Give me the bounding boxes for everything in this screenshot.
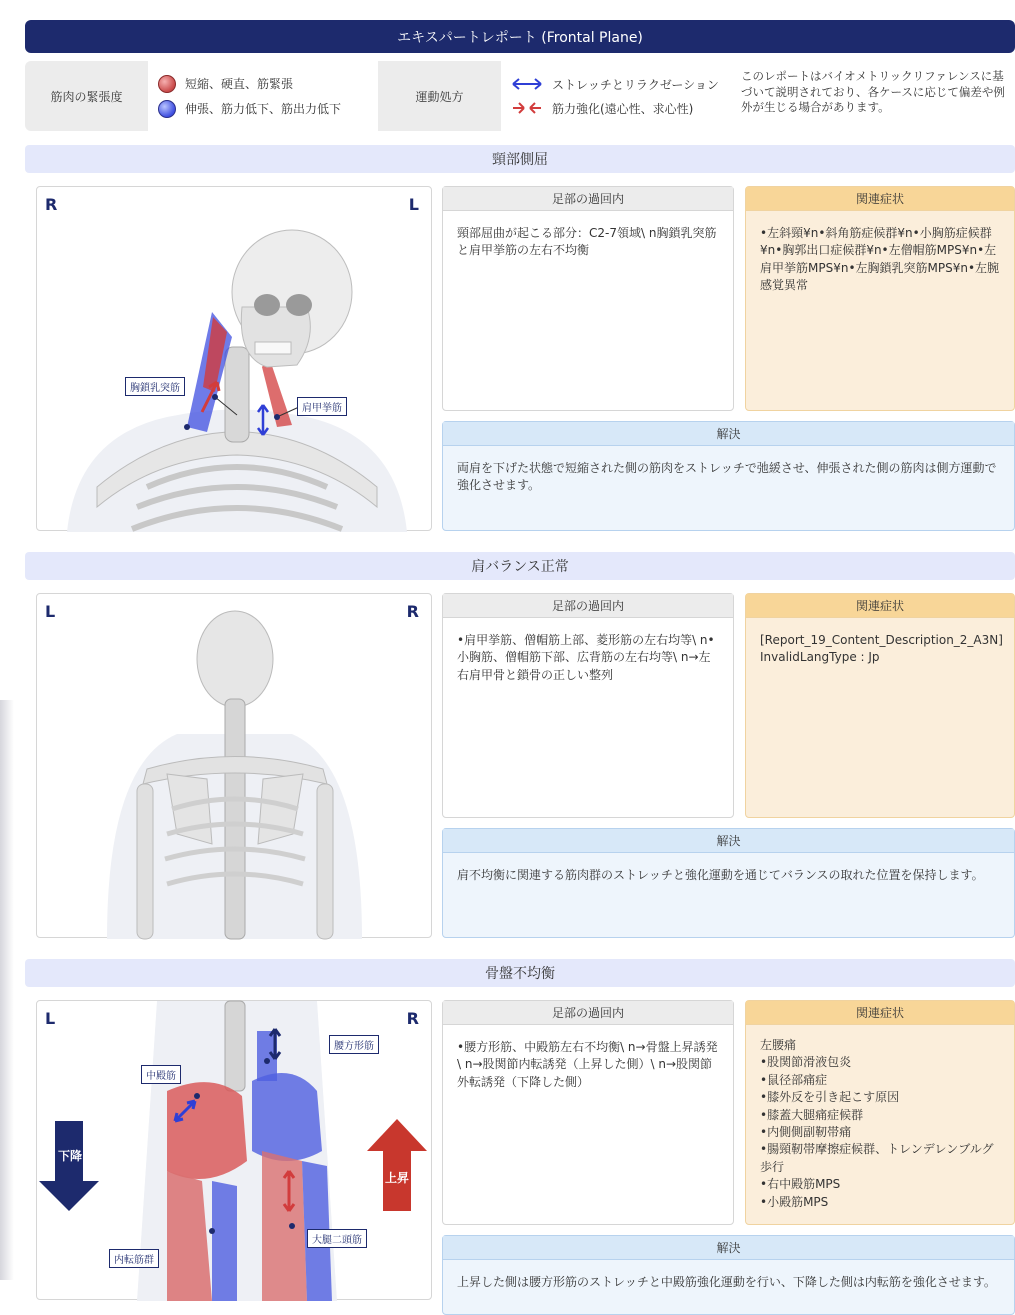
cause-card — [442, 1000, 734, 1225]
scm-label: 胸鎖乳突筋 — [125, 377, 185, 396]
corner-left-label: L — [45, 602, 56, 621]
solution-card-header: 解決 — [443, 422, 1014, 446]
cause-card-body: 頸部屈曲が起こる部分：C2-7領域\ n胸鎖乳突筋と肩甲挙筋の左右不均衡 — [457, 226, 717, 258]
strength-legend-text: 筋力強化(遠心性、求心性) — [552, 101, 694, 116]
gluteus-medius-label: 中殿筋 — [141, 1065, 181, 1084]
stretch-arrow-icon — [511, 77, 543, 91]
solution-card-body: 上昇した側は腰方形筋のストレッチと中殿筋強化運動を行い、下降した側は内転筋を強化させます。 — [457, 1275, 996, 1289]
section-title: 骨盤不均衡 — [485, 966, 555, 982]
exercise-legend — [501, 61, 731, 131]
solution-card-body: 両肩を下げた状態で短縮された側の筋肉をストレッチで弛緩させ、伸張された側の筋肉は側方運動で強化させます。 — [457, 461, 997, 493]
report-title: エキスパートレポート (Frontal Plane) — [397, 29, 643, 46]
symptoms-card-body: 左腰痛 •股関節滑液包炎 •鼠径部痛症 •膝外反を引き起こす原因 •膝蓋大腿痛症候群 •内側側副靭帯痛 •腸頸靭帯摩擦症候群、トレンデレンブルグ歩行 •右中殿筋MPS •小殿筋MPS — [760, 1038, 994, 1209]
solution-card — [442, 1235, 1015, 1315]
section-neck-header — [25, 145, 1015, 173]
cause-card — [442, 186, 734, 411]
neck-skeleton-image — [36, 186, 432, 531]
solution-card — [442, 421, 1015, 531]
section-shoulder-header — [25, 552, 1015, 580]
tension-label: 筋肉の緊張度 — [50, 89, 123, 104]
section-pelvis-header — [25, 959, 1015, 987]
corner-left-label: L — [45, 1009, 56, 1028]
symptoms-card — [745, 186, 1015, 411]
solution-card-header: 解決 — [443, 1236, 1014, 1260]
corner-left-label: R — [45, 195, 58, 214]
report-title-bar — [25, 20, 1015, 53]
legend-bar — [25, 61, 1015, 131]
pelvis-skeleton-image — [36, 1000, 432, 1300]
cause-card-header: 足部の過回内 — [443, 1001, 733, 1025]
solution-card-header: 解決 — [443, 829, 1014, 853]
biceps-femoris-label: 大腿二頭筋 — [307, 1229, 367, 1248]
section-title: 頸部側屈 — [492, 152, 548, 168]
left-shade — [0, 700, 14, 1280]
symptoms-card-body: [Report_19_Content_Description_2_A3N] InvalidLangType : Jp — [760, 633, 1003, 665]
symptoms-card-header: 関連症状 — [746, 187, 1014, 211]
red-muscle-icon — [158, 75, 176, 93]
symptoms-card-header: 関連症状 — [746, 1001, 1014, 1025]
red-legend-text: 短縮、硬直、筋緊張 — [185, 77, 294, 91]
symptoms-card-header: 関連症状 — [746, 594, 1014, 618]
cause-card-body: •肩甲挙筋、僧帽筋上部、菱形筋の左右均等\ n•小胸筋、僧帽筋下部、広背筋の左右均等\ n→左右肩甲骨と鎖骨の正しい整列 — [457, 633, 715, 682]
report-note: このレポートはバイオメトリックリファレンスに基づいて説明されており、各ケースに応じて偏差や例外が生じる場合があります。 — [731, 61, 1015, 131]
levator-scapulae-label: 肩甲挙筋 — [297, 397, 347, 416]
tension-legend — [148, 61, 378, 131]
blue-muscle-icon — [158, 100, 176, 118]
exercise-label: 運動処方 — [415, 89, 464, 104]
corner-right-label: R — [406, 602, 419, 621]
solution-card-body: 肩不均衡に関連する筋肉群のストレッチと強化運動を通じてバランスの取れた位置を保持します。 — [457, 868, 984, 882]
cause-card-header: 足部の過回内 — [443, 187, 733, 211]
solution-card — [442, 828, 1015, 938]
adductors-label: 内転筋群 — [109, 1249, 159, 1268]
cause-card-body: •腰方形筋、中殿筋左右不均衡\ n→骨盤上昇誘発\ n→股関節内転誘発（上昇した側）\ n→股関節外転誘発（下降した側） — [457, 1040, 718, 1089]
symptoms-card — [745, 1000, 1015, 1225]
up-label: 上昇 — [385, 1171, 410, 1185]
section-title: 肩バランス正常 — [471, 559, 569, 575]
symptoms-card-body: •左斜頸¥n•斜角筋症候群¥n•小胸筋症候群¥n•胸郭出口症候群¥n•左僧帽筋MPS¥n•左肩甲挙筋MPS¥n•左胸鎖乳突筋MPS¥n•左腕感覚異常 — [760, 226, 1000, 293]
quadratus-lumborum-label: 腰方形筋 — [329, 1035, 379, 1054]
blue-legend-text: 伸張、筋力低下、筋出力低下 — [185, 102, 342, 116]
shoulder-skeleton-image — [36, 593, 432, 938]
down-label: 下降 — [58, 1149, 83, 1163]
cause-card — [442, 593, 734, 818]
symptoms-card — [745, 593, 1015, 818]
back-skeleton-illustration — [37, 594, 433, 939]
neck-skeleton-illustration — [37, 187, 433, 532]
stretch-legend-text: ストレッチとリラクゼーション — [552, 77, 719, 92]
corner-right-label: L — [408, 195, 419, 214]
corner-right-label: R — [406, 1009, 419, 1028]
strength-arrow-icon — [511, 101, 543, 115]
cause-card-header: 足部の過回内 — [443, 594, 733, 618]
